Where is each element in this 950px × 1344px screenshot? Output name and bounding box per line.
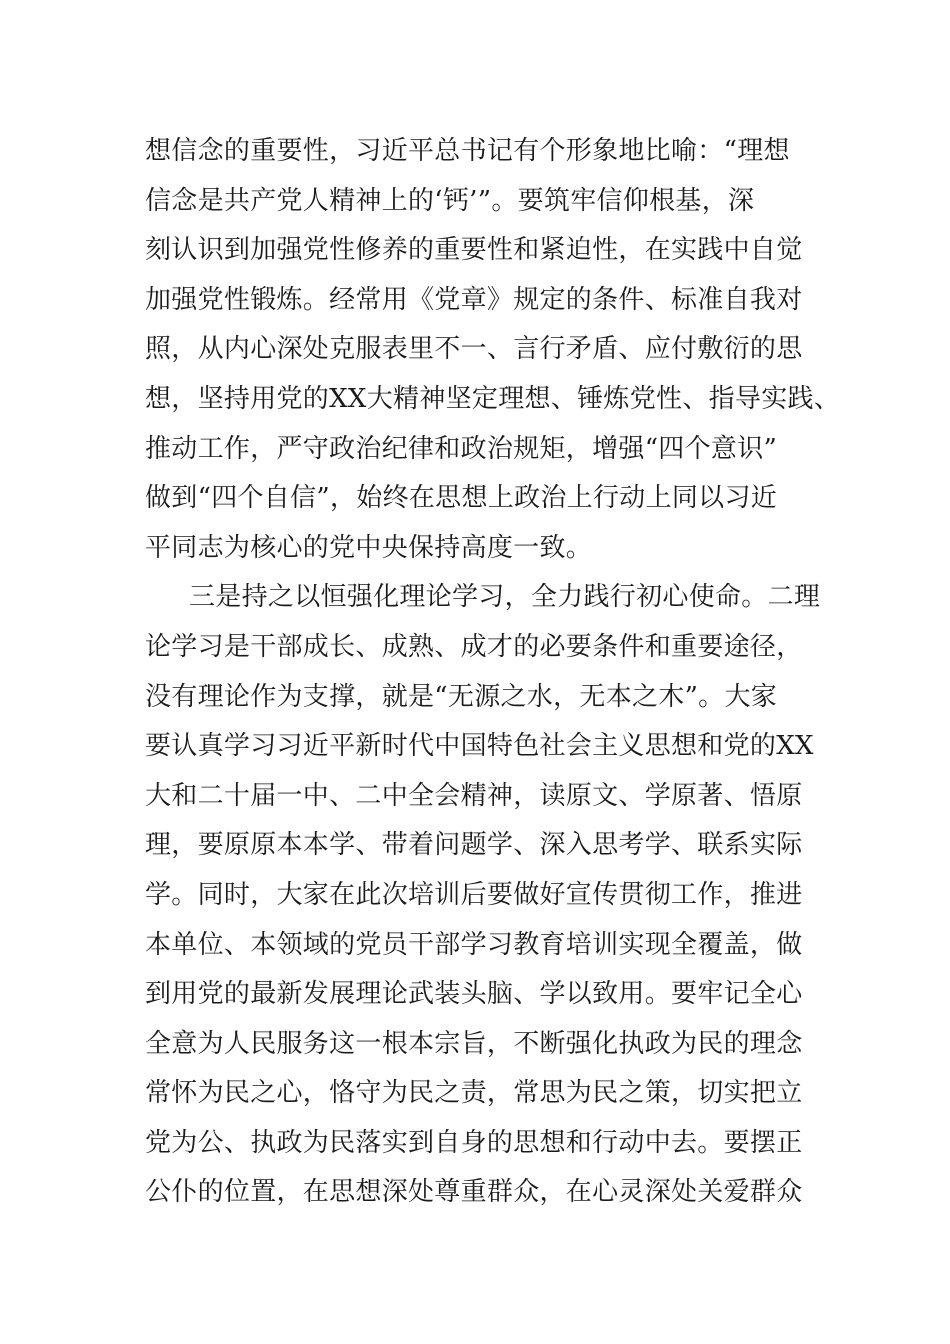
- body-text: [145, 127, 841, 1218]
- text-line: 推动工作，严守政治纪律和政治规矩，增强“四个意识”: [145, 433, 778, 464]
- text-line: 大和二十届一中、二中全会精神，读原文、学原著、悟原: [145, 780, 803, 811]
- text-line: 信念是共产党人精神上的‘钙’”。要筑牢信仰根基，深: [145, 185, 755, 216]
- paragraph-start-line: 三是持之以恒强化理论学习，全力践行初心使命。二理: [189, 582, 821, 613]
- text-line: 想，坚持用党的XX大精神坚定理想、锤炼党性、指导实践、: [145, 383, 841, 414]
- text-line: 做到“四个自信”，始终在思想上政治上行动上同以习近: [145, 483, 778, 514]
- text-line: 要认真学习习近平新时代中国特色社会主义思想和党的XX: [145, 731, 814, 762]
- text-line: 刻认识到加强党性修养的重要性和紧迫性，在实践中自觉: [145, 235, 803, 266]
- text-line: 本单位、本领域的党员干部学习教育培训实现全覆盖，做: [145, 929, 803, 960]
- text-line: 理，要原原本本学、带着问题学、深入思考学、联系实际: [145, 830, 803, 861]
- text-line: 论学习是干部成长、成熟、成才的必要条件和重要途径，: [145, 631, 803, 662]
- text-line: 加强党性锻炼。经常用《党章》规定的条件、标准自我对: [145, 284, 803, 315]
- text-line: 没有理论作为支撑，就是“无源之水，无本之木”。大家: [145, 681, 778, 712]
- text-line: 平同志为核心的党中央保持高度一致。: [145, 532, 593, 563]
- text-line: 照，从内心深处克服表里不一、言行矛盾、应付敷衍的思: [145, 334, 803, 365]
- text-line: 想信念的重要性，习近平总书记有个形象地比喻：“理想: [145, 136, 790, 166]
- text-line: 公仆的位置，在思想深处尊重群众，在心灵深处关爱群众: [145, 1177, 803, 1208]
- text-line: 学。同时，大家在此次培训后要做好宣传贯彻工作，推进: [145, 879, 803, 910]
- text-line: 党为公、执政为民落实到自身的思想和行动中去。要摆正: [145, 1127, 803, 1158]
- text-line: 常怀为民之心，恪守为民之责，常思为民之策，切实把立: [145, 1078, 803, 1109]
- text-line: 到用党的最新发展理论武装头脑、学以致用。要牢记全心: [145, 979, 803, 1010]
- text-line: 全意为人民服务这一根本宗旨，不断强化执政为民的理念: [145, 1028, 803, 1059]
